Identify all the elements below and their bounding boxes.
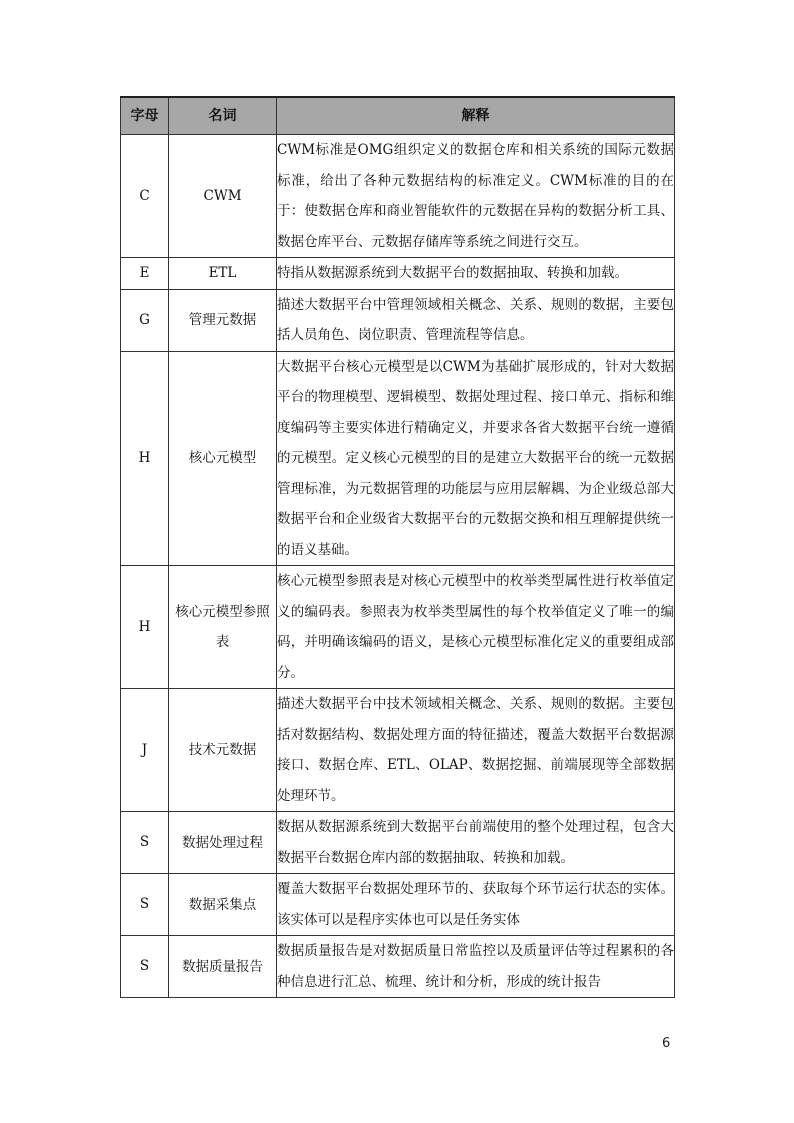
row-term: 核心元模型参照表 (169, 566, 277, 689)
row-definition: 描述大数据平台中技术领域相关概念、关系、规则的数据。主要包括对数据结构、数据处理方面的特征描述，覆盖大数据平台数据源接口、数据仓库、ETL、OLAP、数据挖掘、前端展现等全部数据处理环节。 (277, 689, 675, 812)
table-row (121, 135, 675, 258)
row-term: 技术元数据 (169, 689, 277, 812)
row-term: 数据质量报告 (169, 936, 277, 998)
row-definition: 数据质量报告是对数据质量日常监控以及质量评估等过程累积的各种信息进行汇总、梳理、统计和分析，形成的统计报告 (277, 936, 675, 998)
table-header-row (121, 97, 675, 135)
row-definition: 核心元模型参照表是对核心元模型中的枚举类型属性进行枚举值定义的编码表。参照表为枚举类型属性的每个枚举值定义了唯一的编码，并明确该编码的语义，是核心元模型标准化定义的重要组成部分。 (277, 566, 675, 689)
row-term: CWM (169, 135, 277, 258)
table-row (121, 351, 675, 566)
page-number: 6 (662, 1036, 671, 1051)
row-letter: S (121, 936, 169, 998)
row-letter: S (121, 874, 169, 936)
row-definition: 描述大数据平台中管理领域相关概念、关系、规则的数据，主要包括人员角色、岗位职责、管理流程等信息。 (277, 289, 675, 351)
table-row (121, 689, 675, 812)
table-row (121, 874, 675, 936)
table-row (121, 936, 675, 998)
glossary-table (120, 96, 675, 998)
row-letter: C (121, 135, 169, 258)
table-row (121, 258, 675, 290)
row-letter: G (121, 289, 169, 351)
row-definition: CWM标准是OMG组织定义的数据仓库和相关系统的国际元数据标准，给出了各种元数据结构的标准定义。CWM标准的目的在于：使数据仓库和商业智能软件的元数据在异构的数据分析工具、数据仓库平台、元数据存储库等系统之间进行交互。 (277, 135, 675, 258)
row-letter: J (121, 689, 169, 812)
row-definition: 特指从数据源系统到大数据平台的数据抽取、转换和加载。 (277, 258, 675, 290)
row-definition: 覆盖大数据平台数据处理环节的、获取每个环节运行状态的实体。该实体可以是程序实体也可以是任务实体 (277, 874, 675, 936)
header-letter: 字母 (121, 97, 169, 135)
row-letter: E (121, 258, 169, 290)
row-term: 管理元数据 (169, 289, 277, 351)
header-definition: 解释 (277, 97, 675, 135)
row-term: 数据处理过程 (169, 812, 277, 874)
row-letter: H (121, 566, 169, 689)
row-definition: 大数据平台核心元模型是以CWM为基础扩展形成的，针对大数据平台的物理模型、逻辑模型、数据处理过程、接口单元、指标和维度编码等主要实体进行精确定义，并要求各省大数据平台统一遵循的元模型。定义核心元模型的目的是建立大数据平台的统一元数据管理标准，为元数据管理的功能层与应用层解耦、为企业级总部大数据平台和企业级省大数据平台的元数据交换和相互理解提供统一的语义基础。 (277, 351, 675, 566)
row-term: ETL (169, 258, 277, 290)
header-term: 名词 (169, 97, 277, 135)
row-term: 核心元模型 (169, 351, 277, 566)
table-row (121, 566, 675, 689)
row-letter: S (121, 812, 169, 874)
table-row (121, 812, 675, 874)
row-letter: H (121, 351, 169, 566)
table-row (121, 289, 675, 351)
row-term: 数据采集点 (169, 874, 277, 936)
row-definition: 数据从数据源系统到大数据平台前端使用的整个处理过程，包含大数据平台数据仓库内部的数据抽取、转换和加载。 (277, 812, 675, 874)
